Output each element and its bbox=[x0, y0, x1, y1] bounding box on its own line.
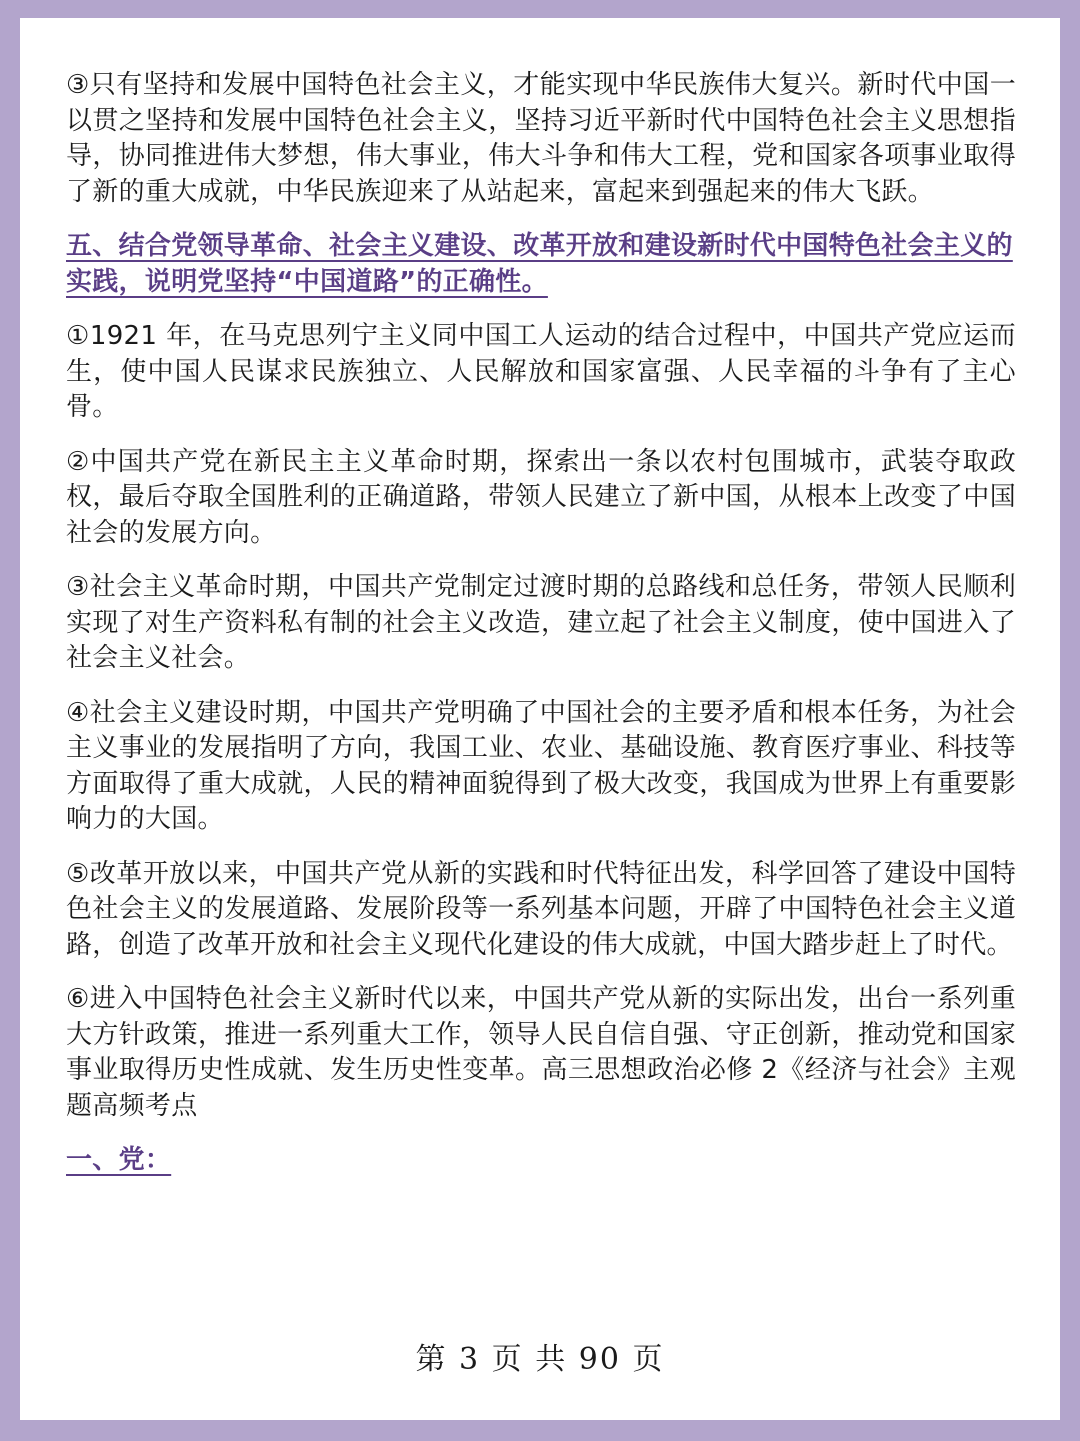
section-heading-5-text: 五、结合党领导革命、社会主义建设、改革开放和建设新时代中国特色社会主义的实践，说明党坚持“中国道路”的正确性。 bbox=[66, 231, 1013, 297]
section-heading-5 bbox=[66, 229, 1016, 300]
paragraph-3b: ③社会主义革命时期，中国共产党制定过渡时期的总路线和总任务，带领人民顺利实现了对生产资料私有制的社会主义改造，建立起了社会主义制度，使中国进入了社会主义社会。 bbox=[66, 572, 1016, 673]
document-body bbox=[66, 68, 1016, 1198]
document-page bbox=[20, 18, 1060, 1420]
paragraph-6: ⑥进入中国特色社会主义新时代以来，中国共产党从新的实际出发，出台一系列重大方针政策，推进一系列重大工作，领导人民自信自强、守正创新，推动党和国家事业取得历史性成就、发生历史性变革。高三思想政治必修 2《经济与社会》主观题高频考点 bbox=[66, 984, 1016, 1121]
paragraph-1: ①1921 年，在马克思列宁主义同中国工人运动的结合过程中，中国共产党应运而生，使中国人民谋求民族独立、人民解放和国家富强、人民幸福的斗争有了主心骨。 bbox=[66, 321, 1016, 422]
paragraph-4: ④社会主义建设时期，中国共产党明确了中国社会的主要矛盾和根本任务，为社会主义事业的发展指明了方向，我国工业、农业、基础设施、教育医疗事业、科技等方面取得了重大成就，人民的精神面貌得到了极大改变，我国成为世界上有重要影响力的大国。 bbox=[66, 697, 1016, 834]
paragraph-2: ②中国共产党在新民主主义革命时期，探索出一条以农村包围城市，武装夺取政权，最后夺取全国胜利的正确道路，带领人民建立了新中国，从根本上改变了中国社会的发展方向。 bbox=[66, 446, 1016, 548]
section-heading-1 bbox=[66, 1143, 1016, 1179]
paragraph-3: ③只有坚持和发展中国特色社会主义，才能实现中华民族伟大复兴。新时代中国一以贯之坚持和发展中国特色社会主义，坚持习近平新时代中国特色社会主义思想指导，协同推进伟大梦想，伟大事业，伟大斗争和伟大工程，党和国家各项事业取得了新的重大成就，中华民族迎来了从站起来，富起来到强起来的伟大飞跃。 bbox=[66, 70, 1016, 207]
paragraph-5: ⑤改革开放以来，中国共产党从新的实践和时代特征出发，科学回答了建设中国特色社会主义的发展道路、发展阶段等一系列基本问题，开辟了中国特色社会主义道路，创造了改革开放和社会主义现代化建设的伟大成就，中国大踏步赶上了时代。 bbox=[66, 858, 1016, 960]
page-number-footer: 第 3 页 共 90 页 bbox=[415, 1342, 665, 1377]
section-heading-1-text: 一、党： bbox=[66, 1145, 172, 1175]
